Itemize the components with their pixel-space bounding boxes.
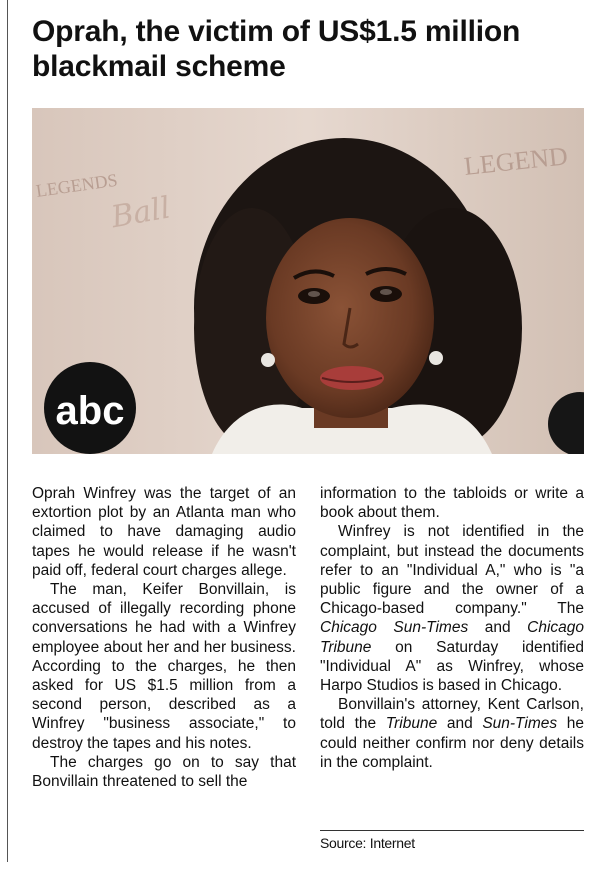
article-paragraph-5: Bonvillain's attorney, Kent Carlson, told the Tribune and Sun-Times he could neither confirm nor deny details in the complaint. [320, 696, 584, 771]
article-paragraph-2: The man, Keifer Bonvillain, is accused of illegally recording phone conversations he had with a Winfrey employee about her and her business. According to the charges, he then asked for US $1.5 million from a second person, described as a Winfrey "business associate," to destroy the tapes and his notes. [32, 581, 296, 752]
article-column-right [320, 484, 584, 772]
abc-logo [44, 362, 136, 454]
publication-name: Chicago Sun-Times [320, 619, 469, 637]
source-credit: Source: Internet [320, 835, 415, 851]
article-paragraph-4: Winfrey is not identified in the complaint, but instead the documents refer to an "Individual A," who is "a public figure and the owner of a Chicago-based company." The Chicago Sun-Times and Chicago Tribune on Saturday identified "Individual A" as Winfrey, whose Harpo Studios is based in Chicago. [320, 523, 584, 695]
publication-name: Sun-Times [482, 715, 558, 733]
article-paragraph-3: The charges go on to say that Bonvillain threatened to sell the [32, 753, 296, 791]
article-column-left [32, 484, 296, 791]
left-border-rule [7, 0, 8, 862]
article-photo [32, 108, 584, 454]
backdrop-text-right: LEGEND [462, 141, 570, 181]
source-divider [320, 830, 584, 831]
publication-name: Chicago Tribune [320, 619, 584, 656]
backdrop-text-left-2: Ball [108, 190, 173, 236]
article-paragraph-1: Oprah Winfrey was the target of an extortion plot by an Atlanta man who claimed to have damaging audio tapes he would release if he wasn't paid off, federal court charges allege. [32, 485, 296, 579]
headline: Oprah, the victim of US$1.5 million blackmail scheme [32, 15, 521, 83]
article-paragraph-3-continued: information to the tabloids or write a book about them. [320, 485, 584, 522]
publication-name: Tribune [385, 715, 438, 733]
abc-logo-text: abc [55, 389, 125, 433]
backdrop-text-left-1: LEGENDS [34, 169, 119, 201]
